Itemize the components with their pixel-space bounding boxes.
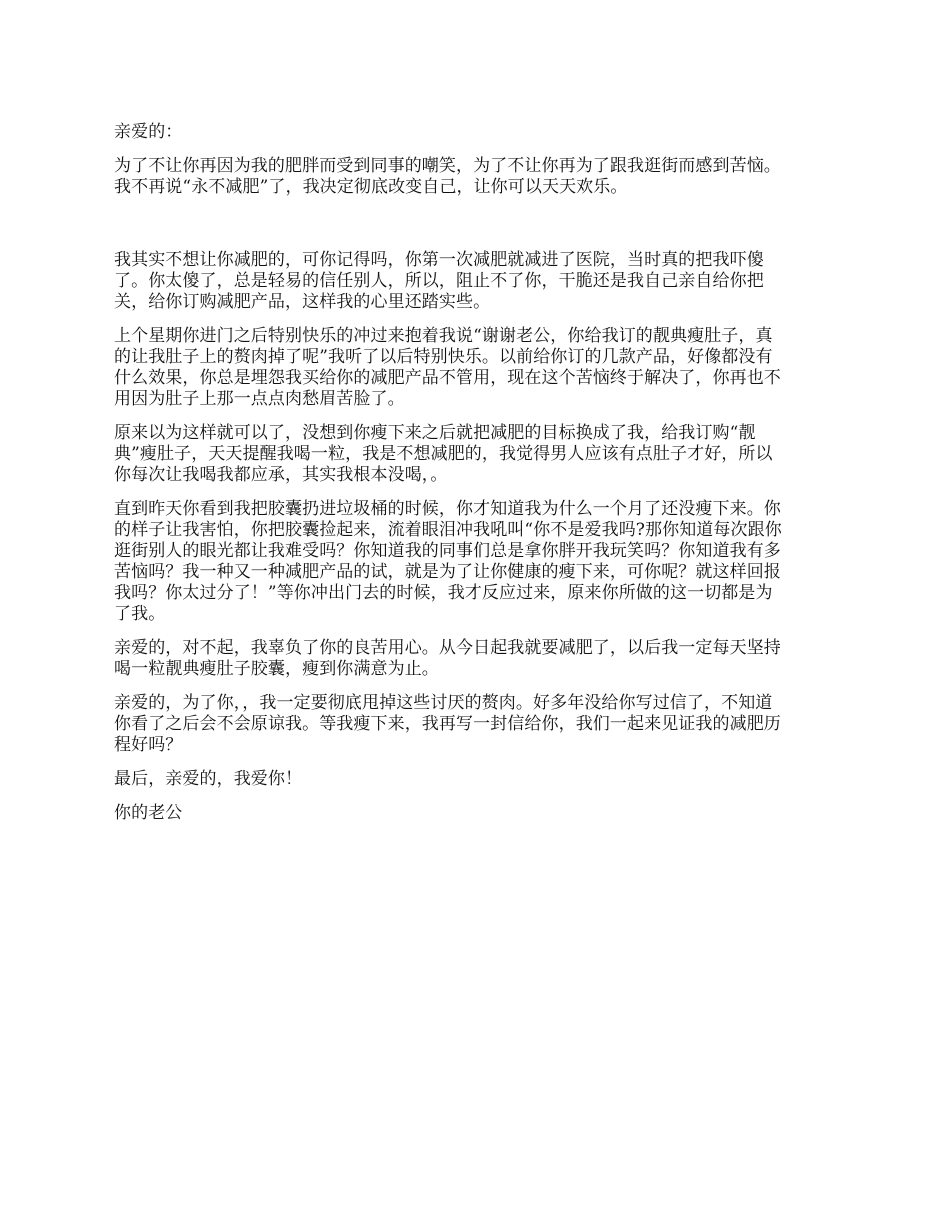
paragraph-line: 亲爱的，对不起，我辜负了你的良苦用心。从今日起我就要减肥了，以后我一定每天坚持 <box>114 638 781 658</box>
paragraph-7 <box>114 693 840 756</box>
paragraph-line: 关，给你订购减肥产品，这样我的心里还踏实些。 <box>114 292 491 312</box>
paragraph-6 <box>114 638 840 680</box>
paragraph-line: 我吗？你太过分了！”等你冲出门去的时候，我才反应过来，原来你所做的这一切都是为 <box>114 583 773 603</box>
paragraph-3 <box>114 326 840 410</box>
paragraph-line: 亲爱的，为了你，，我一定要彻底甩掉这些讨厌的赘肉。好多年没给你写过信了，不知道 <box>114 693 773 713</box>
paragraph-5 <box>114 499 840 625</box>
paragraph-line: 典”瘦肚子，天天提醒我喝一粒，我是不想减肥的，我觉得男人应该有点肚子才好，所以 <box>114 444 773 464</box>
paragraph-line: 上个星期你进门之后特别快乐的冲过来抱着我说“谢谢老公，你给我订的靓典瘦肚子，真 <box>114 326 773 346</box>
paragraph-line: 了我。 <box>114 604 166 624</box>
closing-paragraph <box>114 769 840 790</box>
paragraph-line: 的让我肚子上的赘肉掉了呢”我听了以后特别快乐。以前给你订的几款产品，好像都没有 <box>114 347 773 367</box>
paragraph-line: 逛街别人的眼光都让我难受吗？你知道我的同事们总是拿你胖开我玩笑吗？你知道我有多 <box>114 541 781 561</box>
greeting-paragraph <box>114 122 840 143</box>
signature-paragraph <box>114 803 840 824</box>
paragraph-2 <box>114 250 840 313</box>
paragraph-line: 为了不让你再因为我的肥胖而受到同事的嘲笑，为了不让你再为了跟我逛街而感到苦恼。 <box>114 156 781 176</box>
closing: 最后，亲爱的，我爱你！ <box>114 769 303 789</box>
paragraph-line: 原来以为这样就可以了，没想到你瘦下来之后就把减肥的目标换成了我，给我订购“靓 <box>114 423 756 443</box>
paragraph-line: 了。你太傻了，总是轻易的信任别人，所以，阻止不了你，干脆还是我自己亲自给你把 <box>114 271 764 291</box>
paragraph-line: 喝一粒靓典瘦肚子胶囊，瘦到你满意为止。 <box>114 659 439 679</box>
paragraph-line: 我其实不想让你减肥的，可你记得吗，你第一次减肥就减进了医院，当时真的把我吓傻 <box>114 250 764 270</box>
paragraph-line: 你每次让我喝我都应承，其实我根本没喝，。 <box>114 465 448 485</box>
paragraph-line: 的样子让我害怕，你把胶囊捡起来，流着眼泪冲我吼叫“你不是爱我吗?那你知道每次跟你 <box>114 520 782 540</box>
greeting: 亲爱的： <box>114 122 183 142</box>
signature: 你的老公 <box>114 803 183 823</box>
paragraph-4 <box>114 423 840 486</box>
paragraph-line: 什么效果，你总是埋怨我买给你的减肥产品不管用，现在这个苦恼终于解决了，你再也不 <box>114 368 781 388</box>
letter-body <box>114 122 840 837</box>
paragraph-line: 直到昨天你看到我把胶囊扔进垃圾桶的时候，你才知道我为什么一个月了还没瘦下来。你 <box>114 499 781 519</box>
paragraph-1 <box>114 156 840 198</box>
paragraph-line: 程好吗？ <box>114 735 183 755</box>
paragraph-line: 你看了之后会不会原谅我。等我瘦下来，我再写一封信给你，我们一起来见证我的减肥历 <box>114 714 781 734</box>
paragraph-line: 苦恼吗？我一种又一种减肥产品的试，就是为了让你健康的瘦下来，可你呢？就这样回报 <box>114 562 781 582</box>
paragraph-line: 用因为肚子上那一点点肉愁眉苦脸了。 <box>114 389 405 409</box>
paragraph-line: 我不再说“永不减肥”了，我决定彻底改变自己，让你可以天天欢乐。 <box>114 177 628 197</box>
